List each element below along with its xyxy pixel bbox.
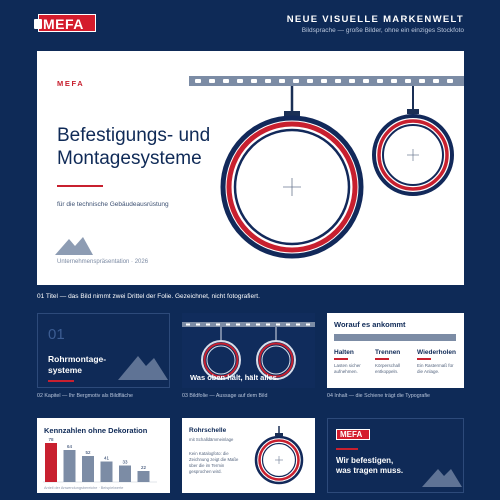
thumb-clamp-left [202,327,240,379]
product-description-line2: Zeichnung zeigt die Maße [189,457,239,462]
product-description-line1: Kein Katalogfoto: die [189,451,229,456]
small-pipe-clamp [374,86,452,194]
large-pipe-clamp [223,86,361,256]
product-subtitle: mit Schalldämmeinlage [189,437,234,442]
content-column-wiederholen [417,349,457,375]
thumbnail-content[interactable] [327,313,464,388]
chapter-title-line2: systeme [48,365,83,375]
hero-subtitle: für die technische Gebäudeausrüstung [57,201,169,208]
column-text-line2: aufnehmen. [334,368,358,374]
thumb-clamp-right [257,327,295,379]
chapter-number: 01 [48,326,65,343]
chart-bar [138,471,150,482]
chapter-mountain-icon [38,314,171,389]
hero-brand: MEFA [57,79,85,88]
thumb2-caption: 03 Bildfolie — Aussage auf dem Bild [182,393,268,399]
hero-title-line2: Montagesysteme [57,148,202,169]
chart-data-label: 52 [85,450,91,455]
column-heading: Trennen [375,349,401,356]
hero-title-line1: Befestigungs- und [57,125,211,146]
content-rail-bar [334,334,456,341]
thumb1-caption: 02 Kapitel — Ihr Bergmotiv als Bildfläche [37,393,133,399]
product-description-line3: über die im Termin [189,463,225,468]
chart-data-label: 78 [48,437,54,442]
closing-title-line1: Wir befestigen, [336,456,394,465]
chart-data-label: 22 [140,465,147,470]
column-text-line2: entkoppeln. [375,368,399,374]
thumbnail-closing[interactable] [327,418,464,493]
hero-caption: 01 Titel — das Bild nimmt zwei Drittel der Folie. Gezeichnet, nicht fotografiert. [37,293,260,300]
chart-footnote: Anteil der Anwendungsbereiche · Beispielwerte [44,486,124,490]
content-column-trennen [375,349,415,375]
thumbnail-product[interactable] [182,418,315,493]
chart-bar [119,466,131,483]
content-column-halten [334,349,374,375]
page-header [0,0,500,46]
column-text-line1: Ein Rastermaß für [417,362,454,368]
thumb3-caption: 04 Inhalt — die Schiene trägt die Typografie [327,393,430,399]
chapter-title-line1: Rohrmontage- [48,354,107,364]
chart-bar [64,450,76,482]
column-accent-rule [375,358,389,360]
column-heading: Wiederholen [417,349,456,356]
logo-tab-shape [34,19,42,29]
logo-text: MEFA [43,16,84,32]
content-title: Worauf es ankommt [334,320,406,329]
thumbnail-image-slide[interactable] [182,313,315,388]
column-heading: Halten [334,349,354,356]
hero-illustration [37,51,464,285]
chart-data-label: 64 [66,444,73,449]
chart-data-label: 33 [122,459,128,465]
hero-footer: Unternehmenspräsentation · 2026 [57,259,149,265]
thumbnail-chapter[interactable] [37,313,170,388]
closing-title-line2: was tragen muss. [336,466,404,475]
chart-data-label: 41 [103,455,110,461]
column-text-line1: Körperschall [375,362,401,368]
header-subtitle: Bildsprache — große Bilder, ohne ein einziges Stockfoto [301,27,464,34]
closing-logo-text: MEFA [340,430,363,439]
mountain-icon [55,237,93,255]
image-slide-title: Was oben hält, hält alles. [190,373,279,382]
chart-title: Kennzahlen ohne Dekoration [44,426,148,435]
column-accent-rule [417,358,431,360]
header-title: NEUE VISUELLE MARKENWELT [286,14,464,25]
product-description-line4: gesprochen wird. [189,469,222,474]
chart-bar [101,462,113,483]
column-text-line2: die Anlage. [417,368,440,374]
kpi-bar-chart [37,418,170,493]
mefa-logo [38,14,96,32]
chart-bar [45,443,57,482]
chart-bar [82,456,94,482]
hero-slide[interactable] [37,51,464,285]
product-clamp-illustration [182,418,315,493]
column-text-line1: Lasten sicher [334,362,361,368]
thumbnail-kpi-chart[interactable] [37,418,170,493]
column-accent-rule [334,358,348,360]
product-title: Rohrschelle [189,427,227,434]
closing-mountain-icon [328,419,465,494]
